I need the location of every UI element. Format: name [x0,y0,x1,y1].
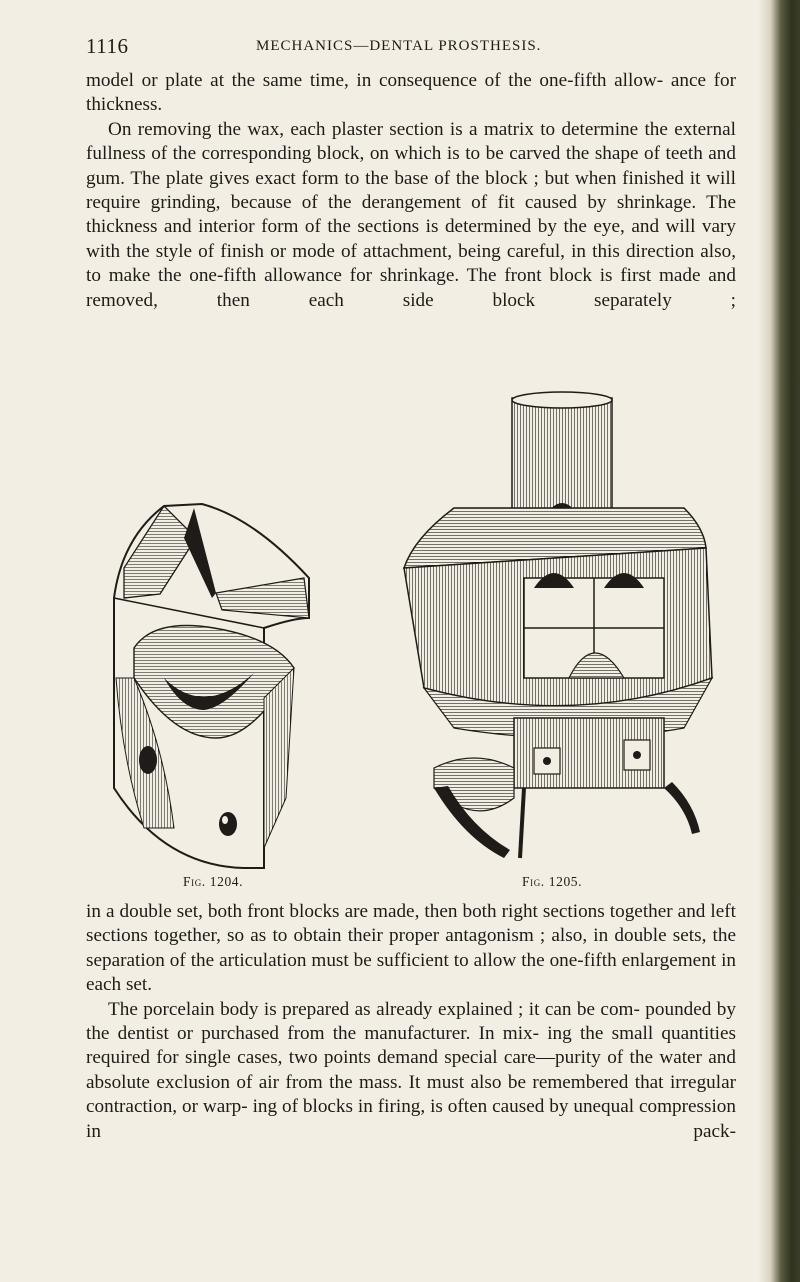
page-number: 1116 [86,34,129,58]
page-binding-edge [758,0,800,1282]
running-title: MECHANICS—DENTAL PROSTHESIS. [256,38,542,54]
figure-1204-caption: Fig. 1204. [183,874,244,889]
paragraph: in a double set, both front blocks are made, then both right sections together and left sections together, so as to obtain their proper antagonism ; also, in double sets, the separation of the articulation must be sufficient to allow the one-fifth enlargement in each set. [86,901,736,996]
figure-1205-illustration [394,388,714,868]
figure-1205-caption: Fig. 1205. [522,874,583,889]
paragraph: On removing the wax, each plaster section is a matrix to determine the external fullness of the corresponding block, on which is to be carved the shape of teeth and gum. The plate gives exact form to the base of the block ; but when finished it will require grinding, because of the derangement of fit caused by shrinkage. The thickness and interior form of the sections is determined by the eye, and will vary with the style of finish or mode of attachment, being careful, in this direction also, to make the one-fifth allowance for shrinkage. The front block is first made and removed, then each side block separately ; [86,118,736,311]
text-block-bottom [86,900,736,1144]
paragraph: The porcelain body is prepared as already explained ; it can be com- pounded by the dentist or purchased from the manufacturer. In mix- ing the small quantities required for single cases, two points demand special care—purity of the water and absolute exclusion of air from the mass. It must also be remembered that irregular contraction, or warp- ing of blocks in firing, is often caused by unequal compression in pack- [86,998,736,1142]
paragraph: model or plate at the same time, in consequence of the one-fifth allow- ance for thickness. [86,70,736,116]
text-block-top [86,69,736,313]
figure-1204-illustration [104,498,316,874]
running-header [86,34,736,60]
